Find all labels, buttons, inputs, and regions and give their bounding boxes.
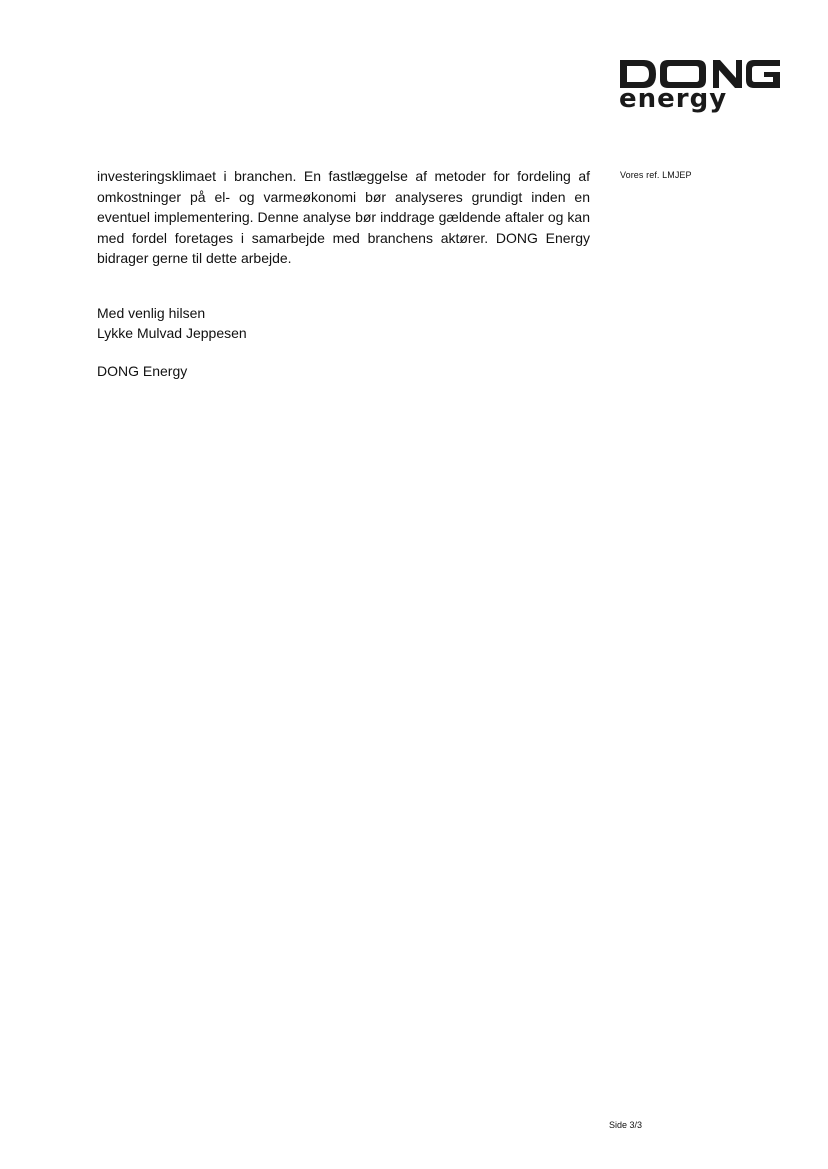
reference-label: Vores ref. LMJEP xyxy=(620,170,692,180)
page-number: Side 3/3 xyxy=(609,1120,643,1130)
body-paragraph: investeringsklimaet i branchen. En fastlæggelse af metoder for fordeling af omkostninger på el- og varmeøkonomi bør analyseres grundigt inden en eventuel implementering. Denne analyse bør inddrage gældende aftaler og kan med fordel foretages i samarbejde med branchens aktører. DONG Energy bidrager gerne til dette arbejde. xyxy=(97,168,590,266)
dong-energy-logo xyxy=(618,58,788,120)
signer-name: Lykke Mulvad Jeppesen xyxy=(97,325,247,341)
logo-subtitle: energy xyxy=(619,84,728,114)
company-name: DONG Energy xyxy=(97,363,188,379)
closing-greeting: Med venlig hilsen xyxy=(97,305,206,321)
